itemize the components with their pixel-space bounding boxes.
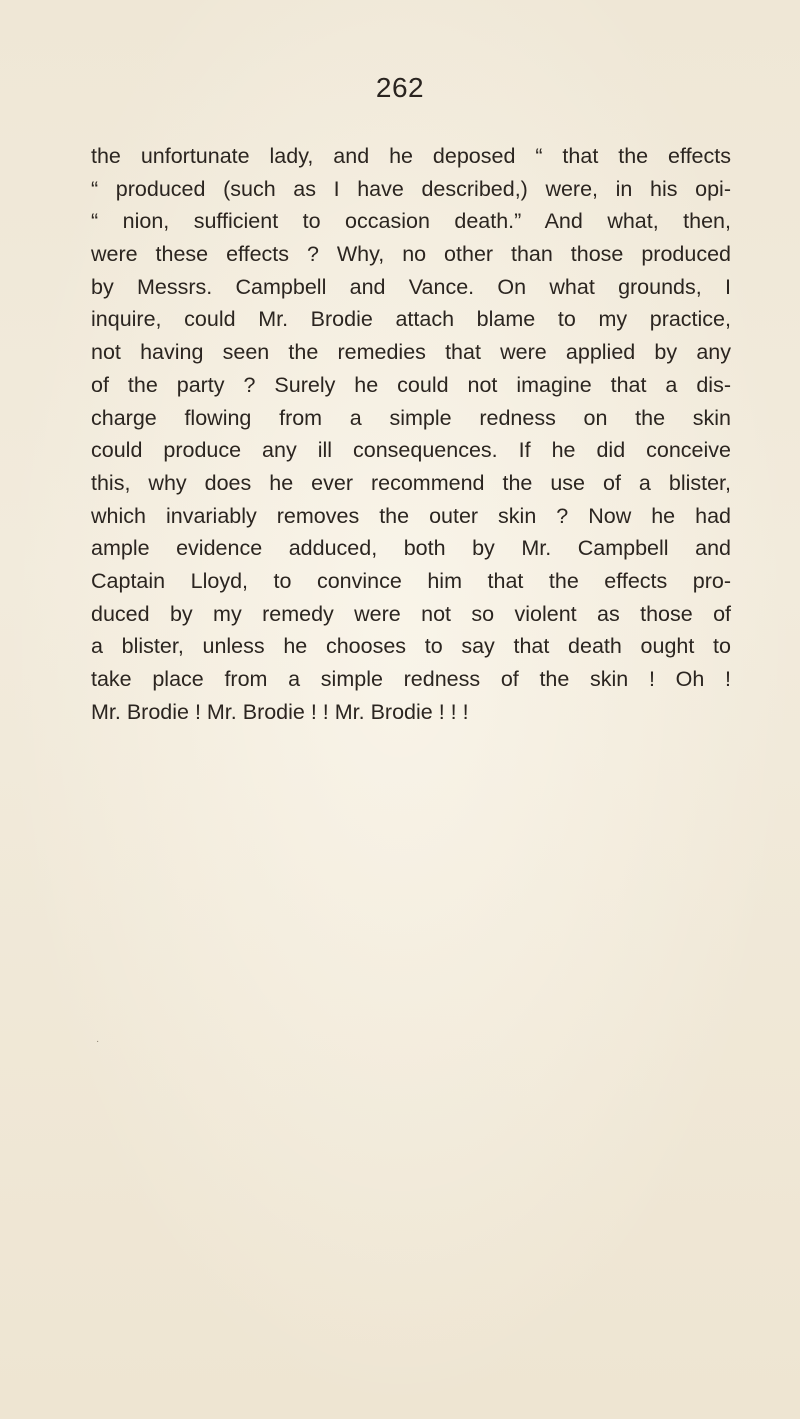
text-line: ample evidence adduced, both by Mr. Campbell and [91, 536, 731, 561]
text-line: “ produced (such as I have described,) were, in his opi- [91, 176, 731, 201]
text-line: duced by my remedy were not so violent as those of [91, 601, 731, 626]
text-line: this, why does he ever recommend the use of a blister, [91, 470, 731, 495]
text-line: a blister, unless he chooses to say that death ought to [91, 634, 731, 659]
text-line: take place from a simple redness of the skin ! Oh ! [91, 667, 731, 691]
body-text [91, 140, 731, 728]
text-line: by Messrs. Campbell and Vance. On what grounds, I [91, 274, 731, 299]
text-line: inquire, could Mr. Brodie attach blame to my practice, [91, 307, 731, 332]
text-line: charge flowing from a simple redness on the skin [91, 405, 731, 430]
page-number: 262 [375, 72, 425, 103]
text-line: were these effects ? Why, no other than those produced [91, 242, 731, 267]
text-line: of the party ? Surely he could not imagine that a dis- [91, 372, 731, 397]
text-line: Mr. Brodie ! Mr. Brodie ! ! Mr. Brodie ! ! ! [91, 699, 469, 724]
text-line: “ nion, sufficient to occasion death.” And what, then, [91, 209, 731, 234]
text-line: could produce any ill consequences. If he did conceive [91, 438, 731, 463]
text-line: not having seen the remedies that were applied by any [91, 340, 731, 365]
print-speck: · [96, 1036, 100, 1047]
text-line: which invariably removes the outer skin ? Now he had [91, 503, 731, 528]
text-line: the unfortunate lady, and he deposed “ that the effects [91, 144, 731, 168]
text-line: Captain Lloyd, to convince him that the effects pro- [91, 568, 731, 593]
